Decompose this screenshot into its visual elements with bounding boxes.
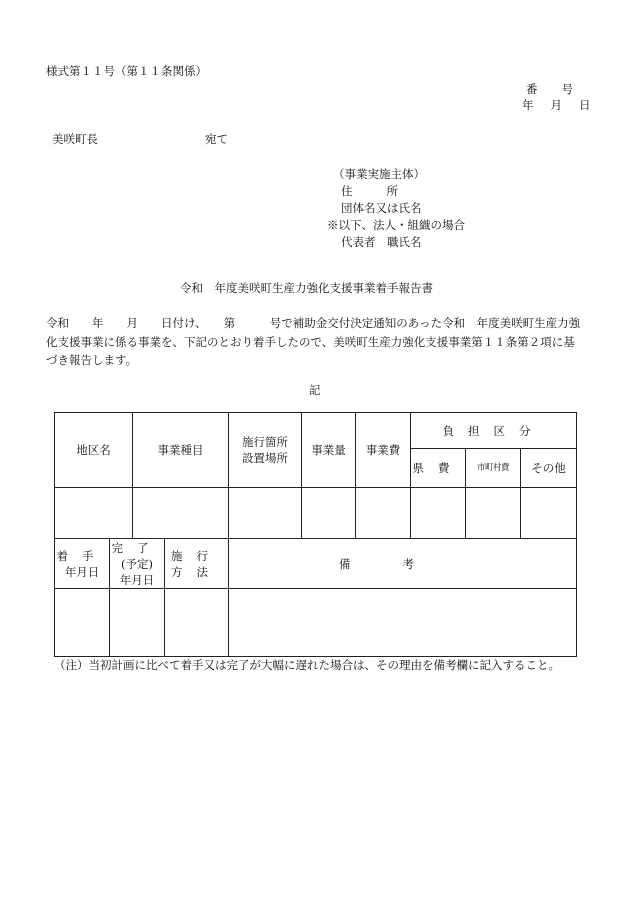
applicant-block: [327, 166, 465, 251]
start-date-header: [55, 539, 110, 589]
start-header-line1: 着手: [56, 548, 108, 563]
applicant-address-label: [341, 183, 465, 200]
addressee-name: 美咲町長: [52, 132, 98, 146]
project-table: [54, 412, 577, 539]
date-day-label: 日: [579, 98, 591, 112]
date-year-label: 年: [522, 98, 534, 112]
burden-header: 負担区分: [411, 413, 577, 449]
schedule-table: [54, 538, 577, 657]
municipal-header: 市町村費: [466, 449, 521, 488]
location-header-line2: 設置場所: [242, 451, 288, 465]
ki-heading: 記: [309, 383, 321, 397]
completion-header-line2: (予定): [121, 556, 153, 571]
applicant-heading: （事業実施主体）: [333, 167, 425, 181]
method-cell[interactable]: [165, 589, 229, 657]
cost-cell[interactable]: [356, 488, 411, 539]
applicant-note: ※以下、法人・組織の場合: [327, 218, 465, 232]
prefecture-header: 県費: [411, 449, 466, 488]
project-type-header: 事業種目: [133, 413, 229, 488]
start-header-line2: 年月日: [64, 564, 100, 579]
location-header: [229, 413, 302, 488]
start-date-cell[interactable]: [55, 589, 110, 657]
reference-number-label: 番号: [526, 82, 597, 96]
completion-date-cell[interactable]: [110, 589, 165, 657]
method-header-line2: 方法: [171, 564, 222, 579]
method-header-line1: 施行: [171, 548, 222, 563]
quantity-cell[interactable]: [302, 488, 356, 539]
address-label-1: 住: [341, 184, 353, 198]
remarks-cell[interactable]: [229, 589, 577, 657]
completion-header-line3: 年月日: [119, 572, 155, 587]
project-type-cell[interactable]: [133, 488, 229, 539]
municipal-cell[interactable]: [466, 488, 521, 539]
remarks-header: 備考: [229, 539, 577, 589]
method-header: [165, 539, 229, 589]
location-header-line1: 施行箇所: [242, 435, 288, 449]
location-cell[interactable]: [229, 488, 302, 539]
applicant-representative-label: 代表者 職氏名: [341, 235, 422, 249]
footnote: （注）当初計画に比べて着手又は完了が大幅に遅れた場合は、その理由を備考欄に記入すること。: [54, 658, 560, 672]
prefecture-cell[interactable]: [411, 488, 466, 539]
date-month-label: 月: [550, 98, 562, 112]
district-header: 地区名: [55, 413, 133, 488]
other-cell[interactable]: [521, 488, 577, 539]
district-cell[interactable]: [55, 488, 133, 539]
completion-date-header: [110, 539, 165, 589]
document-title: 令和 年度美咲町生産力強化支援事業着手報告書: [180, 281, 433, 295]
quantity-header: 事業量: [302, 413, 356, 488]
cost-header: 事業費: [356, 413, 411, 488]
completion-header-line1: 完了: [111, 540, 163, 555]
other-header: その他: [521, 449, 577, 488]
body-text: 令和 年 月 日付け、 第 号で補助金交付決定通知のあった令和 年度美咲町生産力強化支援事業に係る事業を、下記のとおり着手したので、美咲町生産力強化支援事業第１１条第２項に基づき報告します。: [46, 316, 581, 367]
applicant-name-label: 団体名又は氏名: [341, 201, 422, 215]
addressee-suffix: 宛て: [205, 132, 228, 146]
reference-date: [522, 100, 591, 112]
form-number: 様式第１１号（第１１条関係）: [46, 64, 207, 78]
address-label-2: 所: [386, 184, 398, 198]
